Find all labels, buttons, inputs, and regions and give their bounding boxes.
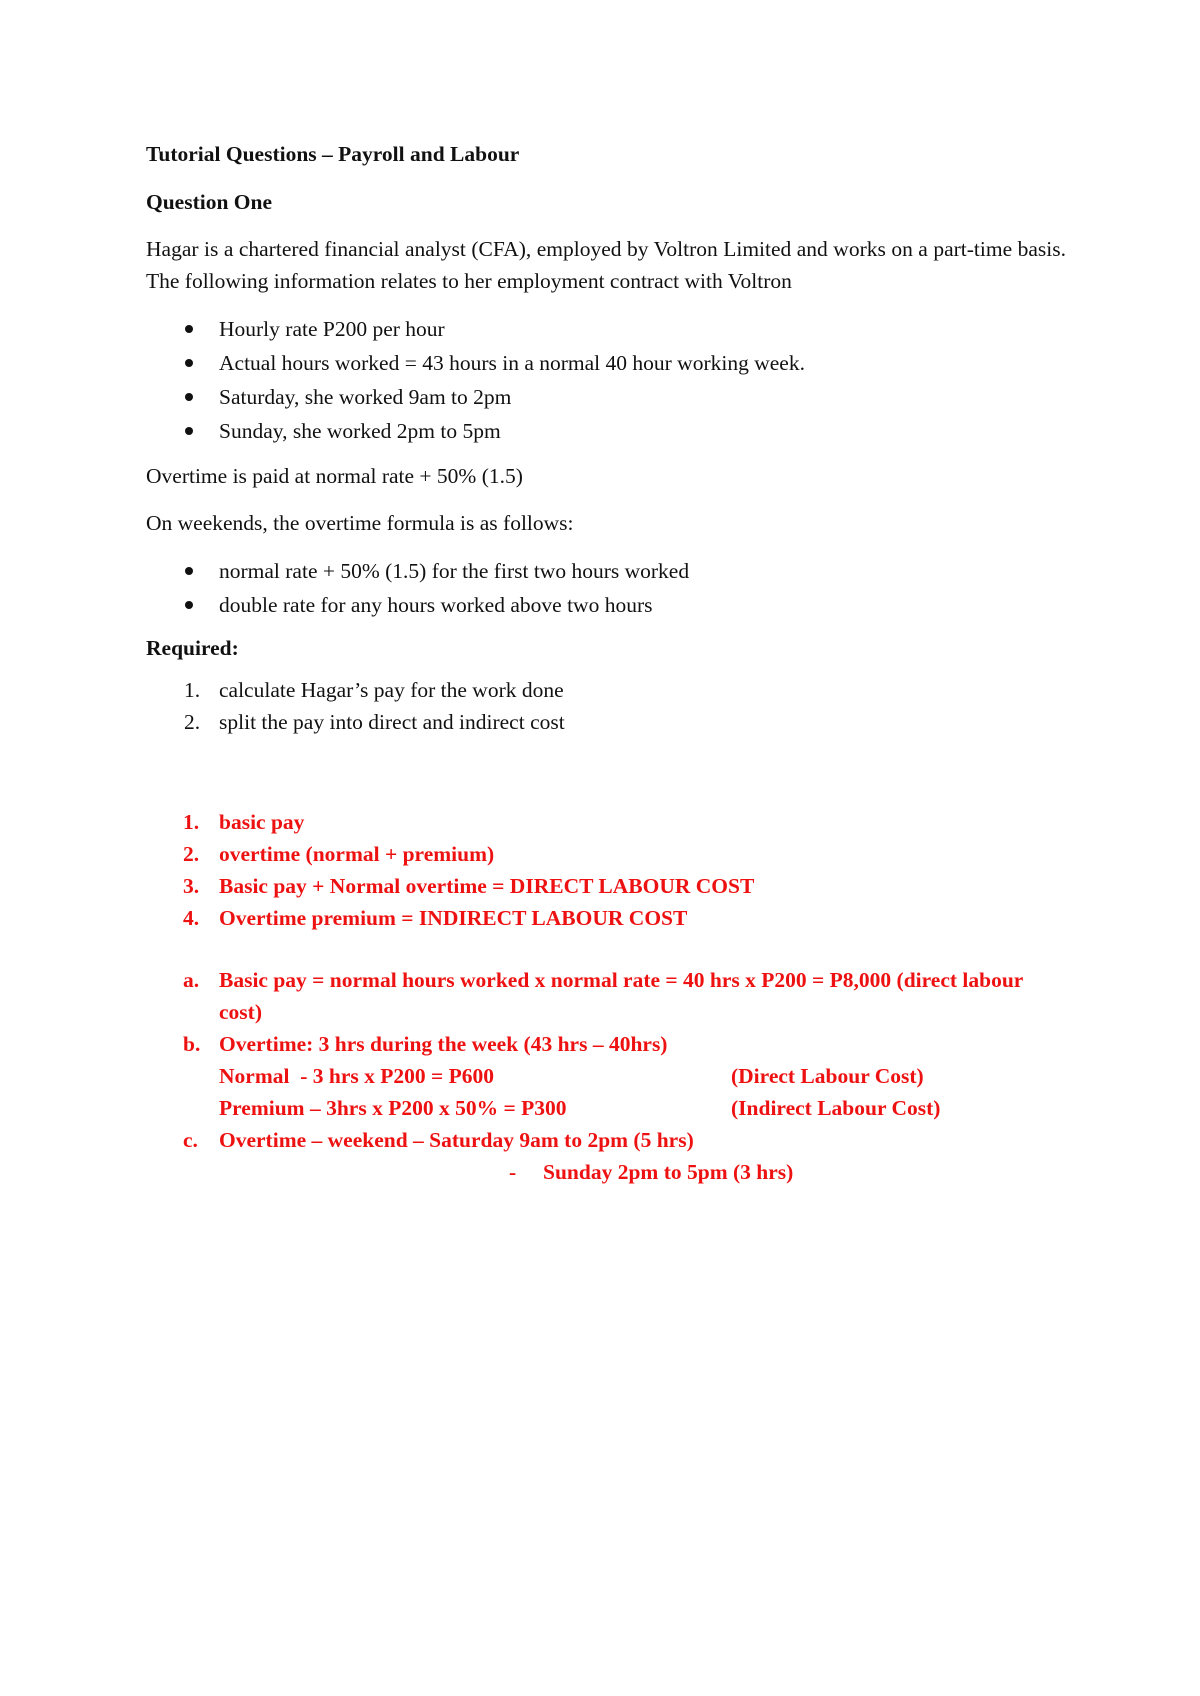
answer-c-text: Overtime – weekend – Saturday 9am to 2pm (5 hrs): [219, 1128, 694, 1152]
bullet-icon: [185, 427, 193, 435]
bullet-text: normal rate + 50% (1.5) for the first two hours worked: [219, 559, 690, 583]
overtime-rule: Overtime is paid at normal rate + 50% (1.5): [146, 464, 523, 488]
item-number: 2.: [183, 842, 200, 866]
sunday-text: Sunday 2pm to 5pm (3 hrs): [543, 1160, 794, 1184]
sunday-row: [219, 1156, 1066, 1188]
weekend-intro: On weekends, the overtime formula is as follows:: [146, 511, 574, 535]
answer-a-text: Basic pay = normal hours worked x normal rate = 40 hrs x P200 = P8,000 (direct labour cost): [219, 968, 1023, 1024]
list-item: [146, 414, 1066, 448]
list-item: [146, 902, 1066, 934]
list-item: [146, 380, 1066, 414]
item-letter: b.: [183, 1032, 201, 1056]
sunday-dash: -: [509, 1160, 517, 1184]
answer-c: [146, 1124, 1066, 1188]
bullet-icon: [185, 601, 193, 609]
intro-paragraph: Hagar is a chartered financial analyst (CFA), employed by Voltron Limited and works on a part-time basis. The following information relates to her employment contract with Voltron: [146, 237, 1066, 293]
item-text: overtime (normal + premium): [219, 842, 495, 866]
bullet-text: Hourly rate P200 per hour: [219, 317, 445, 341]
bullet-icon: [185, 567, 193, 575]
overtime-normal-label: (Direct Labour Cost): [731, 1064, 924, 1088]
answer-steps-list: [146, 806, 1066, 934]
weekend-bullet-list: [146, 554, 1066, 622]
answer-workings-list: [146, 964, 1066, 1188]
bullet-icon: [185, 325, 193, 333]
list-item: [146, 554, 1066, 588]
answer-a: [146, 964, 1066, 1028]
item-number: 1.: [184, 678, 201, 702]
overtime-normal-row: [219, 1060, 1066, 1092]
required-heading: Required:: [146, 636, 239, 660]
contract-bullet-list: [146, 312, 1066, 448]
list-item: [146, 706, 1066, 738]
overtime-premium-row: [219, 1092, 1066, 1124]
item-number: 1.: [183, 810, 200, 834]
bullet-text: Saturday, she worked 9am to 2pm: [219, 385, 512, 409]
item-text: Overtime premium = INDIRECT LABOUR COST: [219, 906, 688, 930]
answer-b: [146, 1028, 1066, 1124]
item-text: Basic pay + Normal overtime = DIRECT LABOUR COST: [219, 874, 755, 898]
list-item: [146, 346, 1066, 380]
item-number: 4.: [183, 906, 200, 930]
document-title: Tutorial Questions – Payroll and Labour: [146, 142, 520, 166]
list-item: [146, 312, 1066, 346]
item-text: split the pay into direct and indirect cost: [219, 710, 565, 734]
list-item: [146, 806, 1066, 838]
item-text: basic pay: [219, 810, 305, 834]
answer-b-text: Overtime: 3 hrs during the week (43 hrs – 40hrs): [219, 1032, 668, 1056]
item-text: calculate Hagar’s pay for the work done: [219, 678, 564, 702]
bullet-icon: [185, 359, 193, 367]
bullet-text: Sunday, she worked 2pm to 5pm: [219, 419, 501, 443]
item-letter: a.: [183, 968, 200, 992]
list-item: [146, 588, 1066, 622]
bullet-text: double rate for any hours worked above two hours: [219, 593, 653, 617]
item-letter: c.: [183, 1128, 198, 1152]
list-item: [146, 870, 1066, 902]
overtime-premium-label: (Indirect Labour Cost): [731, 1096, 941, 1120]
bullet-icon: [185, 393, 193, 401]
list-item: [146, 674, 1066, 706]
overtime-normal-calc: Normal - 3 hrs x P200 = P600: [219, 1064, 494, 1088]
bullet-text: Actual hours worked = 43 hours in a normal 40 hour working week.: [219, 351, 805, 375]
item-number: 2.: [184, 710, 201, 734]
question-heading: Question One: [146, 190, 273, 214]
document-page: [146, 140, 1066, 1188]
list-item: [146, 838, 1066, 870]
item-number: 3.: [183, 874, 200, 898]
overtime-premium-calc: Premium – 3hrs x P200 x 50% = P300: [219, 1096, 567, 1120]
required-list: [146, 674, 1066, 738]
